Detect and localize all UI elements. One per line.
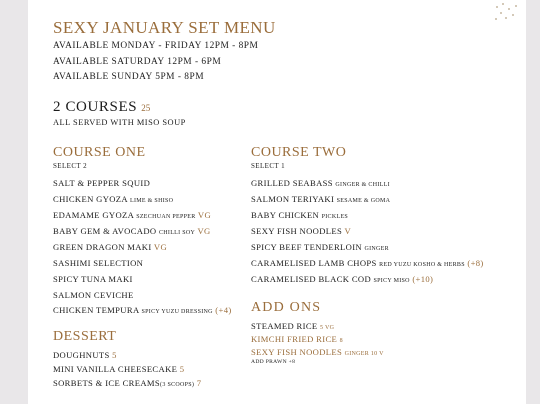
dessert-item <box>53 350 117 360</box>
item-note: LIME & SHISO <box>130 198 174 204</box>
add-ons-heading: ADD ONS <box>251 300 322 315</box>
add-on-item <box>251 347 384 357</box>
item-price: 5 <box>112 350 117 360</box>
item-name: EDAMAME GYOZA <box>53 210 134 220</box>
course-two-select: SELECT 1 <box>251 162 285 170</box>
item-extra: (+4) <box>215 305 232 315</box>
course-one-item <box>53 290 134 300</box>
item-extra: VG <box>197 210 212 220</box>
dessert-heading: DESSERT <box>53 329 117 344</box>
item-note: SESAME & GOMA <box>336 198 391 204</box>
item-name: GREEN DRAGON MAKI <box>53 242 152 252</box>
course-two-item <box>251 210 348 220</box>
item-note: SPICY YUZU DRESSING <box>141 309 213 315</box>
item-name: SEXY FISH NOODLES <box>251 226 343 236</box>
courses-price: 25 <box>141 103 151 113</box>
dessert-item <box>53 364 184 374</box>
dessert-item <box>53 378 201 388</box>
item-name: GRILLED SEABASS <box>251 178 333 188</box>
item-note: GINGER & CHILLI <box>335 182 390 188</box>
course-one-heading: COURSE ONE <box>53 145 146 160</box>
item-extra: VG <box>197 226 211 236</box>
item-name: SPICY TUNA MAKI <box>53 274 133 284</box>
item-price: 5 VG <box>320 325 335 331</box>
courses-heading-row <box>53 98 150 116</box>
course-two-item <box>251 274 433 284</box>
item-name: SORBETS & ICE CREAMS <box>53 378 161 388</box>
item-name: CARAMELISED LAMB CHOPS <box>251 258 377 268</box>
course-one-item <box>53 226 211 236</box>
course-two-item <box>251 242 389 252</box>
course-one-item <box>53 178 150 188</box>
item-extra: (+8) <box>467 258 484 268</box>
item-name: SALT & PEPPER SQUID <box>53 178 151 188</box>
item-name: MINI VANILLA CHEESECAKE <box>53 364 178 374</box>
course-two-item <box>251 178 390 188</box>
course-one-select: SELECT 2 <box>53 162 87 170</box>
item-note: CHILLI SOY <box>158 230 196 236</box>
item-name: BABY GEM & AVOCADO <box>53 226 157 236</box>
item-note: PICKLES <box>321 214 349 220</box>
item-note: SZECHUAN PEPPER <box>136 214 196 220</box>
item-name: CHICKEN GYOZA <box>53 194 128 204</box>
course-one-item <box>53 274 133 284</box>
item-extra: V <box>344 226 352 236</box>
item-name: KIMCHI FRIED RICE <box>251 334 338 344</box>
course-one-item <box>53 210 211 220</box>
item-name: CHICKEN TEMPURA <box>53 305 140 315</box>
menu-page <box>28 0 526 404</box>
item-name: SPICY BEEF TENDERLOIN <box>251 242 362 252</box>
item-name: SALMON CEVICHE <box>53 290 134 300</box>
item-extra: (+10) <box>412 274 434 284</box>
course-one-item <box>53 258 143 268</box>
item-note: RED YUZU KOSHO & HERBS <box>379 262 465 268</box>
item-name: DOUGHNUTS <box>53 350 110 360</box>
item-price: 8 <box>339 338 343 344</box>
item-note: (3 SCOOPS) <box>160 382 195 388</box>
item-price: 5 <box>179 364 185 374</box>
course-one-item <box>53 242 167 252</box>
item-name: SEXY FISH NOODLES <box>251 347 343 357</box>
course-one-item <box>53 305 232 315</box>
item-name: STEAMED RICE <box>251 321 318 331</box>
menu-title: SEXY JANUARY SET MENU <box>53 18 276 37</box>
add-on-item <box>251 334 343 344</box>
item-name: SALMON TERIYAKI <box>251 194 335 204</box>
availability-sunday: AVAILABLE SUNDAY 5PM - 8PM <box>53 72 205 82</box>
course-two-heading: COURSE TWO <box>251 145 347 160</box>
item-price: 7 <box>196 378 202 388</box>
sparkle-decoration-icon <box>494 2 520 22</box>
item-name: BABY CHICKEN <box>251 210 320 220</box>
add-on-item <box>251 321 334 331</box>
item-name: CARAMELISED BLACK COD <box>251 274 372 284</box>
course-two-item <box>251 226 351 236</box>
item-extra: VG <box>153 242 168 252</box>
availability-saturday: AVAILABLE SATURDAY 12PM - 6PM <box>53 57 222 67</box>
add-prawn-note: ADD PRAWN +8 <box>251 359 296 365</box>
availability-weekday: AVAILABLE MONDAY - FRIDAY 12PM - 8PM <box>53 41 259 51</box>
item-price: GINGER 10 V <box>344 351 384 357</box>
courses-heading: 2 COURSES <box>53 99 138 115</box>
item-name: SASHIMI SELECTION <box>53 258 144 268</box>
course-one-item <box>53 194 173 204</box>
item-note: GINGER <box>364 246 389 252</box>
served-with-note: ALL SERVED WITH MISO SOUP <box>53 118 186 127</box>
item-note: SPICY MISO <box>373 278 410 284</box>
course-two-item <box>251 194 390 204</box>
course-two-item <box>251 258 484 268</box>
